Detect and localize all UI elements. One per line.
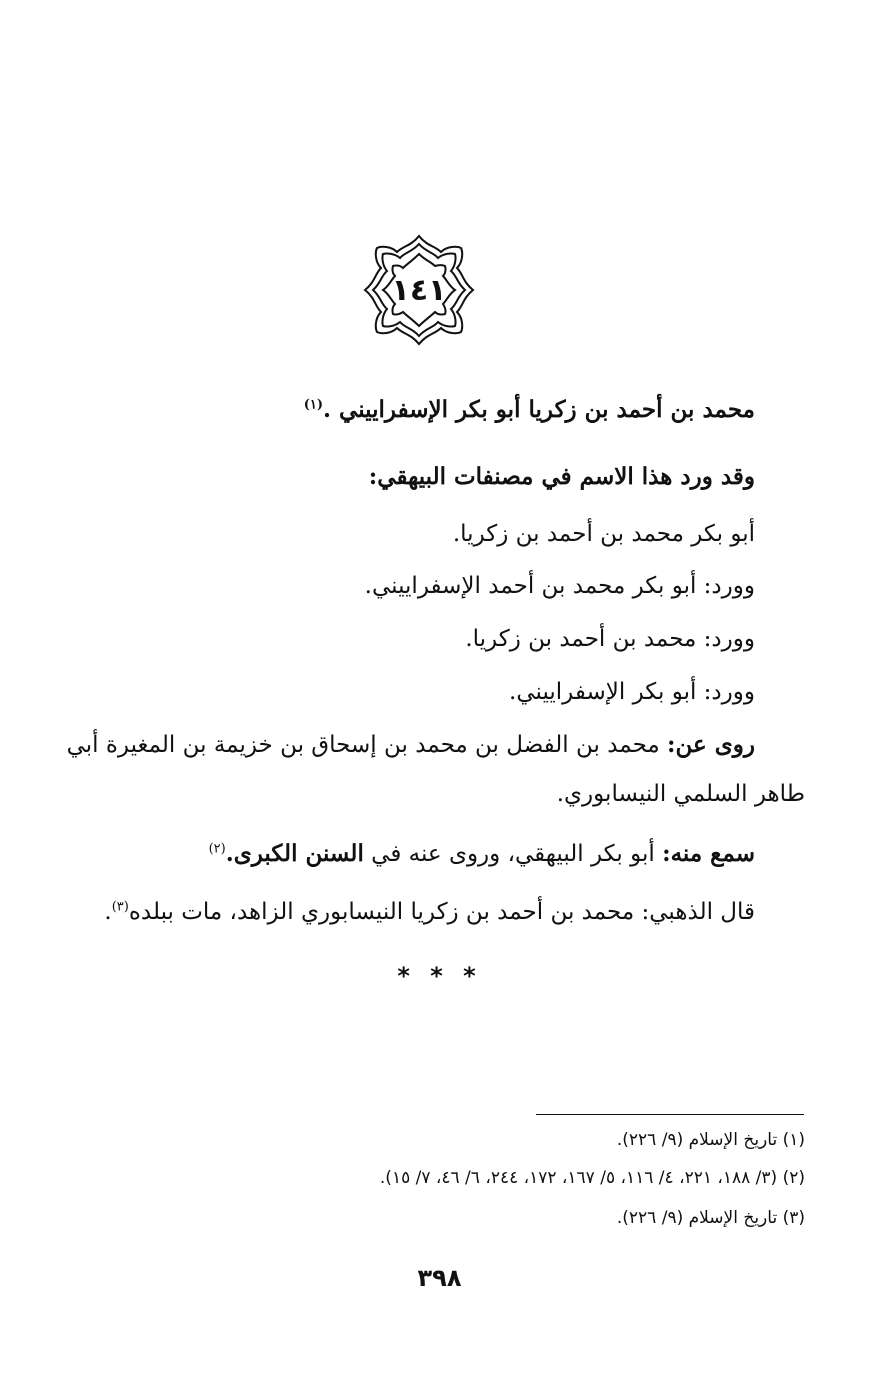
name-form-1: أبو بكر محمد بن أحمد بن زكريا.	[452, 521, 755, 547]
page-number: ٣٩٨	[417, 1264, 462, 1292]
footnote-ref-3: (٣)	[111, 899, 129, 915]
name-form-3: وورد: محمد بن أحمد بن زكريا.	[465, 626, 755, 652]
footnote-1: (١) تاريخ الإسلام (٩/ ٢٢٦).	[616, 1130, 805, 1150]
narrated-from-line2: طاهر السلمي النيسابوري.	[556, 781, 805, 807]
dhahabi-line	[104, 896, 755, 928]
heard-from-line	[209, 838, 755, 870]
book-title: السنن الكبرى.	[225, 840, 364, 867]
footnote-3: (٣) تاريخ الإسلام (٩/ ٢٢٦).	[616, 1208, 805, 1228]
intro-line: وقد ورد هذا الاسم في مصنفات البيهقي:	[368, 463, 755, 490]
narrated-from-text: محمد بن الفضل بن محمد بن إسحاق بن خزيمة بن المغيرة أبي	[66, 732, 660, 758]
name-form-4: وورد: أبو بكر الإسفراييني.	[509, 679, 755, 705]
footnote-ref-2: (٢)	[208, 841, 226, 857]
entry-number: ١٤١	[391, 272, 447, 308]
dhahabi-end: .	[104, 899, 112, 925]
footnote-ref-1: (١)	[303, 397, 324, 413]
heard-from-label: سمع منه:	[662, 840, 755, 867]
name-form-2: وورد: أبو بكر محمد بن أحمد الإسفراييني.	[364, 573, 755, 599]
narrated-from-line1	[67, 729, 755, 761]
entry-title	[304, 394, 755, 426]
dhahabi-text: قال الذهبي: محمد بن أحمد بن زكريا النيسابوري الزاهد، مات ببلده	[128, 899, 755, 925]
entry-title-text: محمد بن أحمد بن زكريا أبو بكر الإسفراييني .	[323, 396, 755, 423]
narrated-from-label: روى عن:	[667, 731, 755, 758]
footnote-divider	[536, 1114, 804, 1115]
entry-number-ornament	[361, 232, 477, 348]
section-separator: * * *	[397, 962, 482, 990]
heard-from-text: أبو بكر البيهقي، وروى عنه في	[371, 841, 655, 867]
footnote-2: (٢) (٣/ ١٨٨، ٢٢١، ٤/ ١١٦، ٥/ ١٦٧، ١٧٢، ٢٤٤، ٦/ ٤٦، ٧/ ١٥).	[379, 1168, 805, 1188]
